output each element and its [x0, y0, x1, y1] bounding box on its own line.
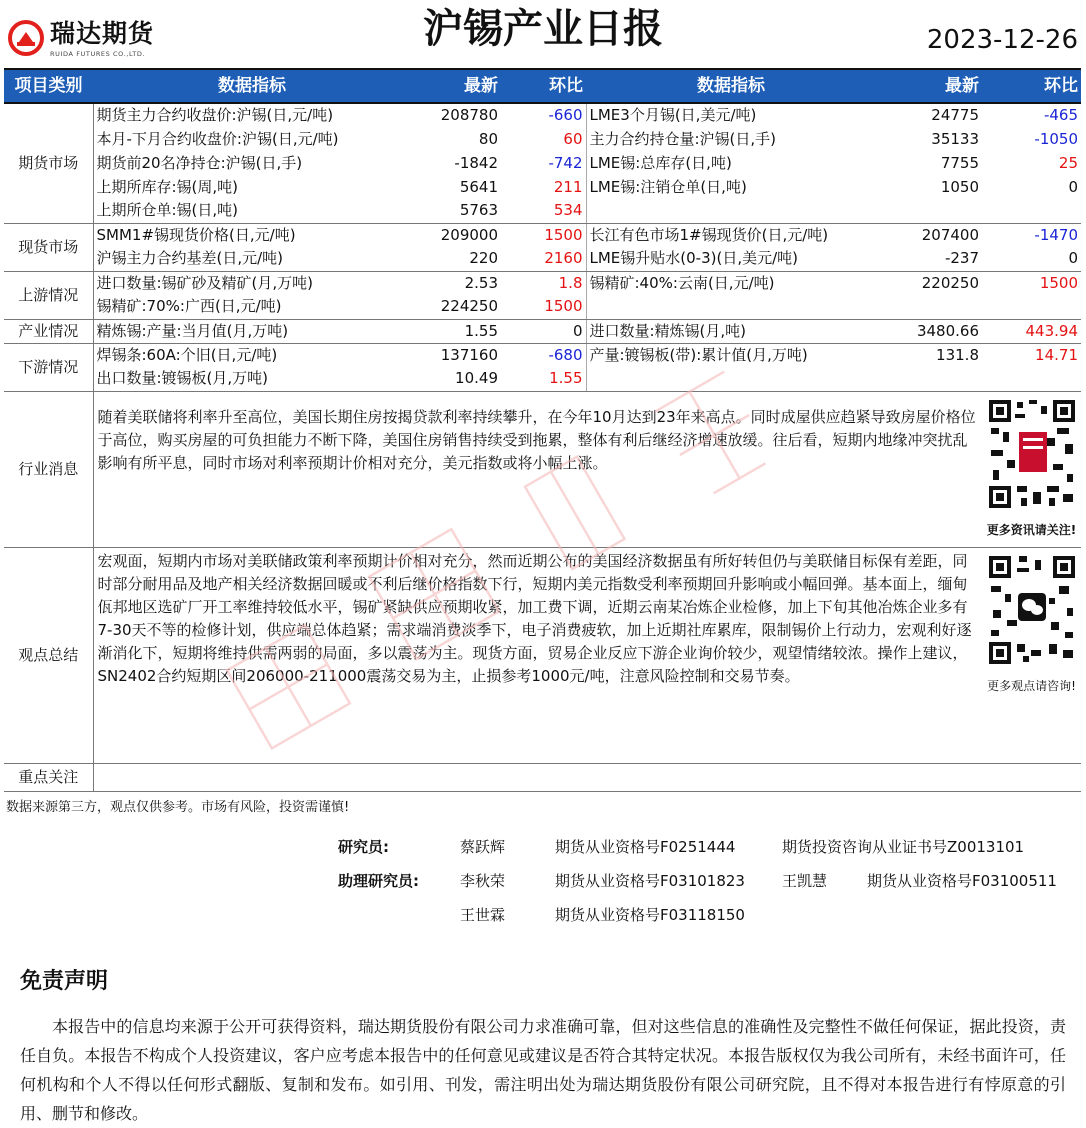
- row-4-indicator: 上期所仓单:锡(日,吨): [93, 199, 411, 223]
- assistant-name-3: 王世霖: [460, 906, 506, 924]
- header-latest-2: 最新: [876, 69, 982, 103]
- assistant-license-1: 期货从业资格号F03101823: [555, 872, 745, 890]
- row-6-latest-2: -237: [876, 247, 982, 271]
- section-focus: 重点关注: [4, 763, 93, 791]
- focus-content: [93, 763, 1081, 791]
- row-10-change: -680: [548, 345, 583, 364]
- header-latest: 最新: [411, 69, 501, 103]
- row-0-indicator: 期货主力合约收盘价:沪锡(日,元/吨): [96, 106, 334, 124]
- row-7-latest: 2.53: [464, 273, 498, 292]
- assistant-license-3: 期货从业资格号F03118150: [555, 906, 745, 924]
- section-news: 行业消息: [4, 391, 93, 547]
- section-futures: 期货市场: [4, 103, 93, 223]
- section-upstream: 上游情况: [4, 271, 93, 319]
- row-9-indicator: 精炼锡:产量:当月值(月,万吨): [93, 319, 411, 343]
- row-5-indicator-2: 长江有色市场1#锡现货价(日,元/吨): [586, 223, 876, 247]
- row-8-change-2: [982, 295, 1081, 319]
- table-row: [4, 127, 1081, 151]
- row-9-change: 0: [501, 319, 586, 343]
- row-10-indicator: 焊锡条:60A:个旧(日,元/吨): [96, 345, 278, 364]
- table-row: [4, 247, 1081, 271]
- table-row: [4, 199, 1081, 223]
- table-row: [4, 319, 1081, 343]
- news-row: [4, 391, 1081, 547]
- row-10-latest-2: 131.8: [936, 345, 979, 364]
- row-3-change-2: 0: [1068, 177, 1078, 196]
- row-11-indicator-2: [586, 367, 876, 391]
- row-4-change-2: [982, 199, 1081, 223]
- row-7-change-2: 1500: [1039, 273, 1078, 292]
- table-row: [4, 295, 1081, 319]
- row-2-indicator-2: LME锡:总库存(日,吨): [586, 151, 876, 175]
- row-6-latest: 220: [411, 247, 501, 271]
- row-6-change: 2160: [501, 247, 586, 271]
- row-9-indicator-2: 进口数量:精炼锡(月,吨): [586, 319, 876, 343]
- row-1-change-2: -1050: [1034, 129, 1078, 148]
- view-text: 宏观面，短期内市场对美联储政策利率预期计价相对充分，然而近期公布的美国经济数据虽有所好转但仍与美联储目标保有差距，同时部分耐用品及地产相关经济数据回暖或不利后继价格指数下行，短期内美元指数受利率预期回升影响或小幅回弹。基本面上，缅甸佤邦地区选矿厂开工率维持较低水平，锡矿紧缺供应预期收紧，加工费下调，近期云南某冶炼企业检修，加上下旬其他冶炼企业多有7-30天不等的检修计划，供应端总体趋紧；需求端消费淡季下，电子消费疲软，加上近期社库累库，限制锡价上行动力，宏观利好逐渐消化下，短期将维持供需两弱的局面，多以震荡为主。现货方面，贸易企业反应下游企业询价较少，观望情绪较浓。操作上建议，SN2402合约短期区间206000-211000震荡交易为主，止损参考1000元/吨，注意风险控制和交易节奏。: [93, 547, 982, 763]
- row-11-indicator: 出口数量:镀锡板(月,万吨): [93, 367, 411, 391]
- data-table: [4, 68, 1081, 792]
- report-header: [0, 0, 1086, 66]
- disclaimer-title: 免责声明: [20, 969, 109, 994]
- qr-block-2: [982, 547, 1081, 763]
- row-11-latest: 10.49: [411, 367, 501, 391]
- row-7-change: 1.8: [558, 273, 583, 292]
- row-3-latest: 5641: [459, 177, 498, 196]
- table-row: [4, 151, 1081, 175]
- row-0-change-2: -465: [1043, 106, 1078, 124]
- row-8-latest: 224250: [411, 295, 501, 319]
- qr-block-1: [982, 391, 1081, 547]
- header-change-2: 环比: [982, 69, 1081, 103]
- row-0-indicator-2: LME3个月锡(日,美元/吨): [586, 103, 876, 127]
- row-8-change: 1500: [501, 295, 586, 319]
- view-row: [4, 547, 1081, 763]
- row-0-change: -660: [548, 106, 583, 124]
- row-11-change: 1.55: [501, 367, 586, 391]
- row-6-indicator: 沪锡主力合约基差(日,元/吨): [93, 247, 411, 271]
- row-10-change-2: 14.71: [1035, 345, 1078, 364]
- row-8-indicator-2: [586, 295, 876, 319]
- disclaimer-text: 本报告中的信息均来源于公开可获得资料，瑞达期货股份有限公司力求准确可靠，但对这些信息的准确性及完整性不做任何保证，据此投资，责任自负。本报告不构成个人投资建议，客户应考虑本报告中的任何意见或建议是否符合其特定状况。本报告版权仅为我公司所有，未经书面许可，任何机构和个人不得以任何形式翻版、复制和发布。如引用、刊发，需注明出处为瑞达期货股份有限公司研究院，且不得对本报告进行有悖原意的引用、删节和修改。: [20, 1017, 1066, 1123]
- row-3-change: 211: [553, 177, 583, 196]
- focus-row: [4, 763, 1081, 791]
- header-change: 环比: [501, 69, 586, 103]
- table-header-row: [4, 69, 1081, 103]
- page-title: 沪锡产业日报: [423, 6, 663, 52]
- row-9-latest-2: 3480.66: [876, 319, 982, 343]
- researcher-name: 蔡跃辉: [460, 838, 506, 856]
- row-2-latest: -1842: [454, 153, 498, 172]
- row-6-change-2: 0: [982, 247, 1081, 271]
- row-1-change: 60: [563, 129, 583, 148]
- row-1-latest: 80: [478, 129, 498, 148]
- header-indicator: 数据指标: [93, 69, 411, 103]
- row-4-latest: 5763: [411, 199, 501, 223]
- row-7-indicator-2: 锡精矿:40%:云南(日,元/吨): [586, 271, 876, 295]
- assistant-label: 助理研究员:: [338, 872, 419, 890]
- row-7-indicator: 进口数量:锡矿砂及精矿(月,万吨): [96, 273, 314, 292]
- table-row: [4, 271, 1081, 295]
- researcher-consult-license: 期货投资咨询从业证书号Z0013101: [782, 838, 1025, 856]
- row-9-latest: 1.55: [411, 319, 501, 343]
- assistant-name-1: 李秋荣: [460, 872, 506, 890]
- news-text: 随着美联储将利率升至高位，美国长期住房按揭贷款利率持续攀升，在今年10月达到23年来高点。同时成屋供应趋紧导致房屋价格位于高位，购买房屋的可负担能力不断下降，美国住房销售持续受到拖累，整体有利后继经济增速放缓。往后看，短期内地缘冲突扰乱影响有所平息，同时市场对利率预期计价相对充分，美元指数或将小幅上涨。: [93, 391, 982, 547]
- row-3-indicator: 上期所库存:锡(周,吨): [96, 177, 239, 196]
- row-3-latest-2: 1050: [940, 177, 979, 196]
- footnote: 数据来源第三方，观点仅供参考。市场有风险，投资需谨慎!: [6, 800, 350, 815]
- row-1-indicator: 本月-下月合约收盘价:沪锡(日,元/吨): [96, 129, 339, 148]
- report-date: 2023-12-26: [926, 25, 1078, 55]
- row-6-indicator-2: LME锡升贴水(0-3)(日,美元/吨): [586, 247, 876, 271]
- row-2-change-2: 25: [1058, 153, 1078, 172]
- header-category: 项目类别: [4, 69, 93, 103]
- logo-name: 瑞达期货: [50, 19, 155, 48]
- researcher-label: 研究员:: [338, 838, 389, 856]
- row-10-indicator-2: 产量:镀锡板(带):累计值(月,万吨): [586, 343, 876, 367]
- table-row: [4, 343, 1081, 367]
- row-5-latest: 209000: [440, 225, 498, 244]
- row-4-latest-2: [876, 199, 982, 223]
- qr-caption-2: 更多观点请咨询!: [987, 678, 1076, 693]
- row-5-change-2: -1470: [1034, 225, 1078, 244]
- row-1-latest-2: 35133: [931, 129, 979, 148]
- assistant-name-2: 王凯慧: [782, 872, 828, 890]
- row-4-change: 534: [501, 199, 586, 223]
- row-0-latest-2: 24775: [931, 106, 979, 124]
- assistant-license-2: 期货从业资格号F03100511: [867, 872, 1057, 890]
- qr-caption-1: 更多资讯请关注!: [986, 522, 1077, 537]
- logo-subtitle: RUIDA FUTURES CO.,LTD.: [50, 50, 146, 58]
- row-1-indicator-2: 主力合约持仓量:沪锡(日,手): [586, 127, 876, 151]
- row-4-indicator-2: [586, 199, 876, 223]
- row-7-latest-2: 220250: [921, 273, 979, 292]
- row-11-latest-2: [876, 367, 982, 391]
- table-row: [4, 367, 1081, 391]
- section-spot: 现货市场: [4, 223, 93, 271]
- row-8-indicator: 锡精矿:70%:广西(日,元/吨): [93, 295, 411, 319]
- section-industry: 产业情况: [4, 319, 93, 343]
- header-indicator-2: 数据指标: [586, 69, 876, 103]
- wechat-qr-code-icon: [987, 554, 1077, 664]
- table-row: [4, 103, 1081, 127]
- section-view: 观点总结: [4, 547, 93, 763]
- row-5-change: 1500: [544, 225, 583, 244]
- row-11-change-2: [982, 367, 1081, 391]
- row-5-latest-2: 207400: [921, 225, 979, 244]
- table-row: [4, 223, 1081, 247]
- section-downstream: 下游情况: [4, 343, 93, 391]
- researcher-license: 期货从业资格号F0251444: [555, 838, 736, 856]
- row-2-latest-2: 7755: [940, 153, 979, 172]
- row-10-latest: 137160: [440, 345, 498, 364]
- row-2-change: -742: [548, 153, 583, 172]
- row-0-latest: 208780: [440, 106, 498, 124]
- row-5-indicator: SMM1#锡现货价格(日,元/吨): [96, 225, 296, 244]
- row-2-indicator: 期货前20名净持仓:沪锡(日,手): [96, 153, 303, 172]
- table-row: [4, 175, 1081, 199]
- row-3-indicator-2: LME锡:注销仓单(日,吨): [586, 175, 876, 199]
- row-8-latest-2: [876, 295, 982, 319]
- qr-code-icon: [987, 398, 1077, 508]
- row-9-change-2: 443.94: [982, 319, 1081, 343]
